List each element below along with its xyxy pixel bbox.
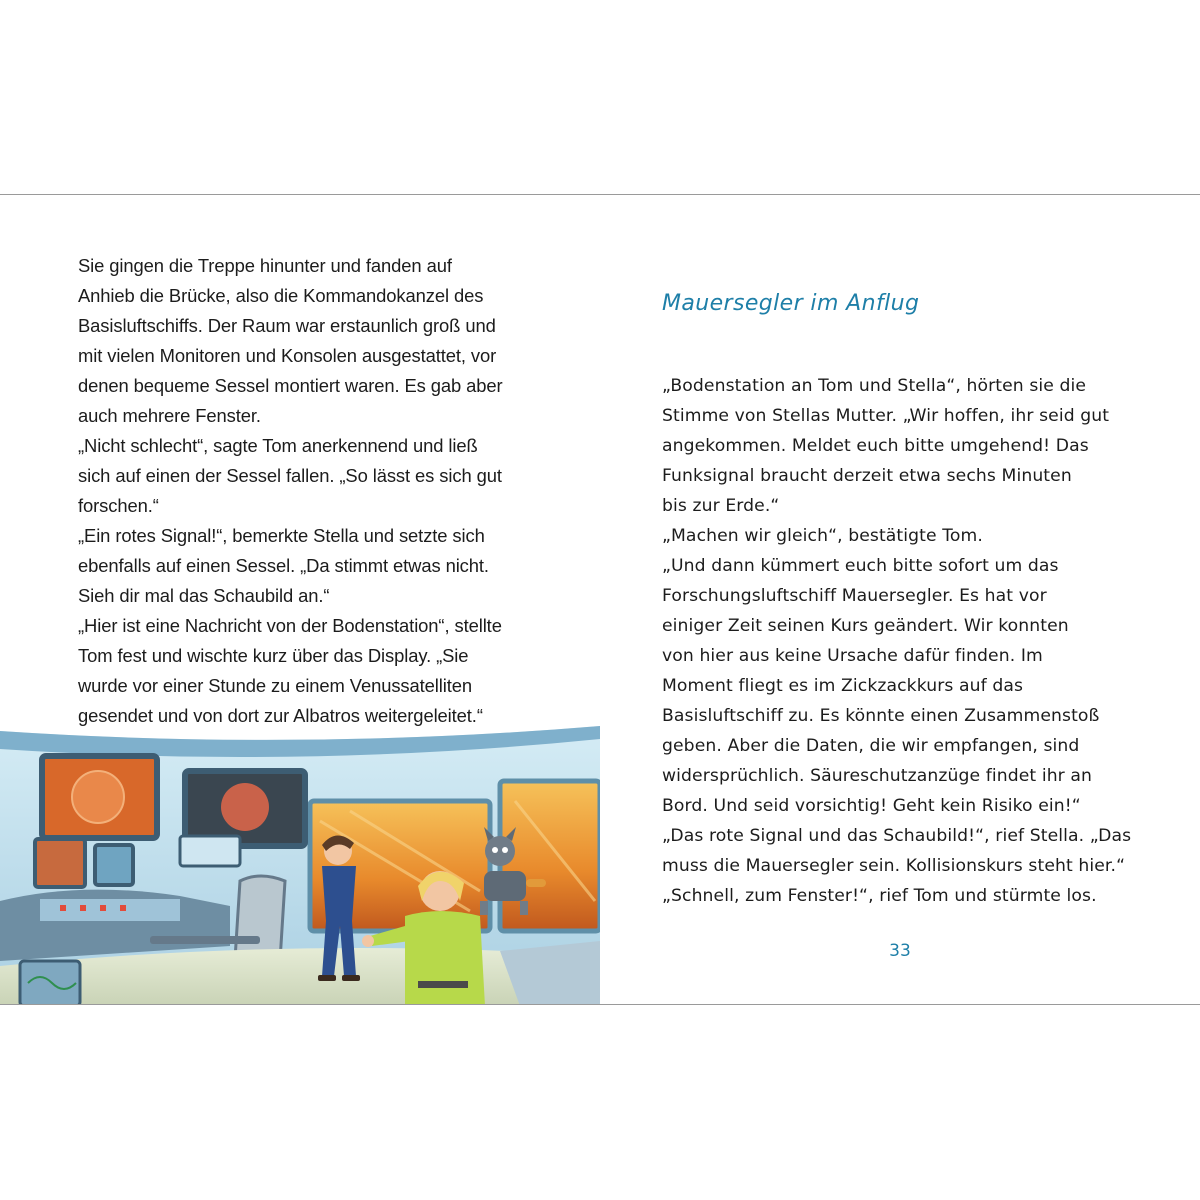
console-display [180, 836, 240, 866]
text-line: Basisluftschiffs. Der Raum war erstaunlich groß und [78, 315, 496, 336]
radar-display [72, 771, 124, 823]
left-page-text [78, 251, 598, 731]
text-line: muss die Mauersegler sein. Kollisionskurs steht hier.“ [662, 856, 1126, 876]
book-spread [0, 194, 1200, 1005]
text-line: Forschungsluftschiff Mauersegler. Es hat vor [662, 586, 1047, 606]
text-line: „Und dann kümmert euch bitte sofort um das [662, 556, 1059, 576]
planet-display [221, 783, 269, 831]
left-page [0, 195, 600, 1005]
text-line: Sieh dir mal das Schaubild an.“ [78, 585, 330, 606]
text-line: angekommen. Meldet euch bitte umgehend! Das [662, 436, 1089, 456]
chapter-title: Mauersegler im Anflug [662, 291, 920, 316]
text-line: wurde vor einer Stunde zu einem Venussatelliten [78, 675, 473, 696]
text-line: „Schnell, zum Fenster!“, rief Tom und stürmte los. [662, 886, 1097, 906]
text-line: gesendet und von dort zur Albatros weitergeleitet.“ [78, 705, 483, 726]
text-line: ebenfalls auf einen Sessel. „Da stimmt etwas nicht. [78, 555, 489, 576]
text-line: Bord. Und seid vorsichtig! Geht kein Risiko ein!“ [662, 796, 1081, 816]
text-line: sich auf einen der Sessel fallen. „So lässt es sich gut [78, 465, 502, 486]
spaceship-bridge-illustration [0, 721, 600, 1005]
text-line: mit vielen Monitoren und Konsolen ausgestattet, vor [78, 345, 497, 366]
text-line: widersprüchlich. Säureschutzanzüge findet ihr an [662, 766, 1093, 786]
text-line: Sie gingen die Treppe hinunter und fanden auf [78, 255, 452, 276]
right-page-text [662, 371, 1182, 911]
text-line: bis zur Erde.“ [662, 496, 780, 516]
monitor-screen [95, 845, 133, 885]
text-line: Basisluftschiff zu. Es könnte einen Zusammenstoß [662, 706, 1100, 726]
text-line: geben. Aber die Daten, die wir empfangen, sind [662, 736, 1080, 756]
text-line: „Machen wir gleich“, bestätigte Tom. [662, 526, 983, 546]
text-line: Anhieb die Brücke, also die Kommandokanzel des [78, 285, 484, 306]
bridge-window [500, 781, 600, 931]
monitor-screen [35, 839, 85, 887]
text-line: Funksignal braucht derzeit etwa sechs Minuten [662, 466, 1072, 486]
text-line: Moment fliegt es im Zickzackkurs auf das [662, 676, 1024, 696]
right-page [600, 195, 1200, 1005]
text-line: von hier aus keine Ursache dafür finden. Im [662, 646, 1043, 666]
text-line: „Ein rotes Signal!“, bemerkte Stella und setzte sich [78, 525, 485, 546]
text-line: „Nicht schlecht“, sagte Tom anerkennend und ließ [78, 435, 478, 456]
text-line: Tom fest und wischte kurz über das Display. „Sie [78, 645, 469, 666]
text-line: „Bodenstation an Tom und Stella“, hörten sie die [662, 376, 1087, 396]
text-line: denen bequeme Sessel montiert waren. Es gab aber [78, 375, 503, 396]
page-number: 33 [889, 941, 911, 961]
text-line: auch mehrere Fenster. [78, 405, 261, 426]
text-line: forschen.“ [78, 495, 159, 516]
text-line: Stimme von Stellas Mutter. „Wir hoffen, ihr seid gut [662, 406, 1110, 426]
text-line: einiger Zeit seinen Kurs geändert. Wir konnten [662, 616, 1069, 636]
text-line: „Das rote Signal und das Schaubild!“, rief Stella. „Das [662, 826, 1132, 846]
text-line: „Hier ist eine Nachricht von der Bodenstation“, stellte [78, 615, 502, 636]
